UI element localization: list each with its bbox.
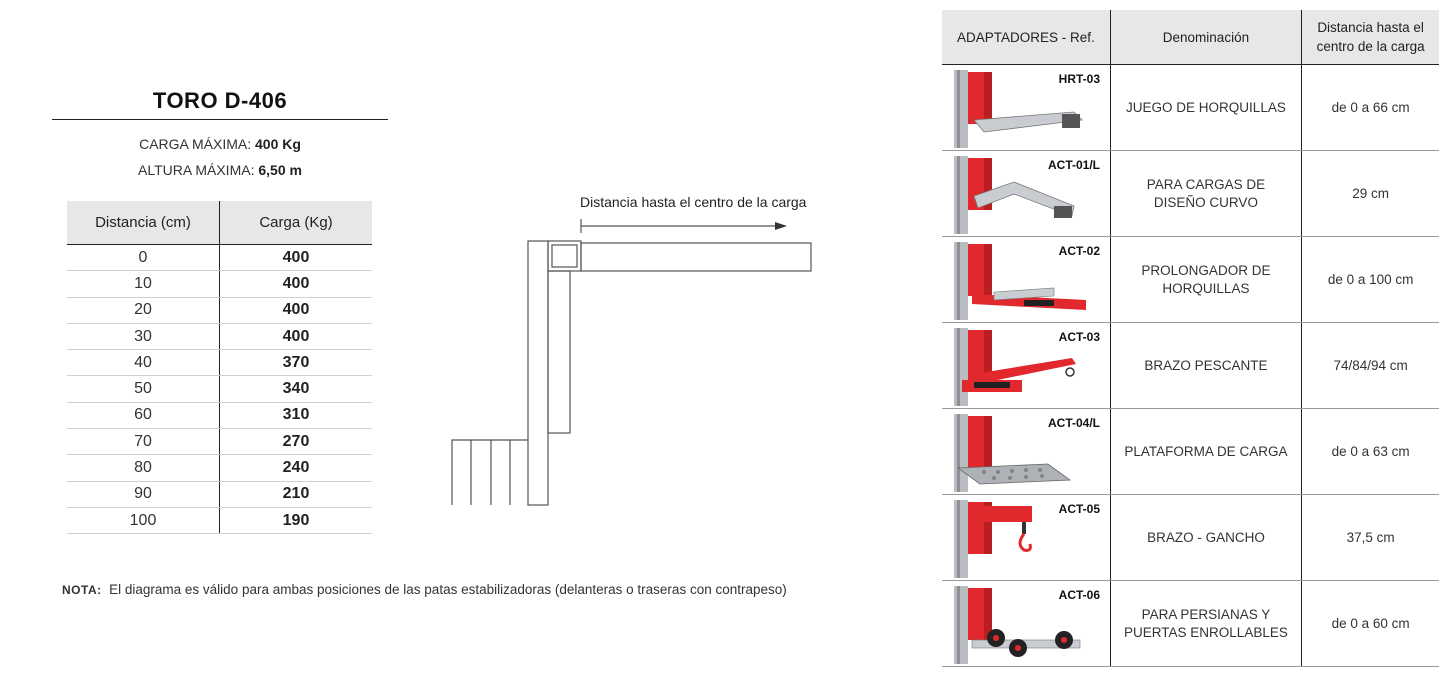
load-cell: 210 (220, 481, 373, 507)
adapters-name-header: Denominación (1110, 10, 1302, 65)
adapter-row (942, 409, 1439, 495)
adapter-name: BRAZO - GANCHO (1110, 495, 1302, 581)
load-cell: 370 (220, 350, 373, 376)
load-platform-icon (942, 410, 1108, 494)
adapter-distance: de 0 a 100 cm (1302, 237, 1439, 323)
max-height-line (52, 162, 388, 178)
adapter-name: PROLONGADOR DE HORQUILLAS (1110, 237, 1302, 323)
adapter-image-cell (942, 581, 1110, 667)
distance-cell: 10 (67, 271, 220, 297)
jib-arm-icon (942, 324, 1108, 408)
diagram-caption: Distancia hasta el centro de la carga (580, 194, 807, 210)
distance-cell: 60 (67, 402, 220, 428)
load-arm (581, 243, 811, 271)
adapter-ref: ACT-03 (1058, 329, 1100, 344)
adapters-ref-header: ADAPTADORES - Ref. (942, 10, 1110, 65)
load-cell: 310 (220, 402, 373, 428)
load-cell: 270 (220, 429, 373, 455)
adapter-row (942, 65, 1439, 151)
load-cell: 400 (220, 271, 373, 297)
adapter-row (942, 495, 1439, 581)
load-table-row (67, 271, 372, 297)
load-table (67, 201, 372, 534)
adapter-row (942, 581, 1439, 667)
adapters-distance-header: Distancia hasta el centro de la carga (1302, 10, 1439, 65)
adapter-distance: de 0 a 63 cm (1302, 409, 1439, 495)
distance-cell: 80 (67, 455, 220, 481)
load-table-row (67, 323, 372, 349)
distance-cell: 30 (67, 323, 220, 349)
adapter-image-cell (942, 495, 1110, 581)
load-table-row (67, 245, 372, 271)
adapter-distance: de 0 a 60 cm (1302, 581, 1439, 667)
distance-cell: 90 (67, 481, 220, 507)
load-cell: 340 (220, 376, 373, 402)
distance-cell: 100 (67, 507, 220, 533)
load-cell: 400 (220, 297, 373, 323)
adapter-distance: 37,5 cm (1302, 495, 1439, 581)
load-cell: 190 (220, 507, 373, 533)
adapters-header (942, 10, 1439, 65)
max-height-label: ALTURA MÁXIMA: (138, 162, 255, 178)
adapter-image-cell (942, 65, 1110, 151)
load-table-row (67, 297, 372, 323)
hook-arm-icon (942, 496, 1108, 580)
adapter-name: BRAZO PESCANTE (1110, 323, 1302, 409)
adapter-ref: ACT-05 (1058, 501, 1100, 516)
distance-cell: 0 (67, 245, 220, 271)
adapter-ref: HRT-03 (1058, 71, 1100, 86)
load-table-row (67, 429, 372, 455)
distance-cell: 40 (67, 350, 220, 376)
adapter-image-cell (942, 151, 1110, 237)
max-load-value: 400 Kg (255, 136, 301, 152)
curved-load-forks-icon (942, 152, 1108, 236)
adapter-ref: ACT-01/L (1047, 157, 1100, 172)
adapter-row (942, 323, 1439, 409)
adapter-name: PARA PERSIANAS Y PUERTAS ENROLLABLES (1110, 581, 1302, 667)
distance-header: Distancia (cm) (67, 201, 220, 245)
load-table-row (67, 481, 372, 507)
note-text: El diagrama es válido para ambas posiciones de las patas estabilizadoras (delanteras o traseras con contrapeso) (109, 582, 787, 597)
load-table-row (67, 455, 372, 481)
max-load-label: CARGA MÁXIMA: (139, 136, 252, 152)
lift-diagram (440, 185, 840, 515)
fork-extender-icon (942, 238, 1108, 322)
adapter-distance: 74/84/94 cm (1302, 323, 1439, 409)
adapter-image-cell (942, 237, 1110, 323)
distance-arrow-head (775, 222, 787, 230)
load-table-row (67, 402, 372, 428)
adapter-image-cell (942, 323, 1110, 409)
adapter-ref: ACT-04/L (1047, 415, 1100, 430)
note-label: NOTA: (62, 583, 102, 597)
product-title: TORO D-406 (152, 88, 288, 113)
adapter-name: JUEGO DE HORQUILLAS (1110, 65, 1302, 151)
distance-cell: 20 (67, 297, 220, 323)
mast-inner (548, 271, 570, 433)
carriage-head-inner (552, 245, 577, 267)
mast-outer (528, 241, 548, 505)
base-frame (452, 440, 528, 505)
title-divider (52, 119, 388, 120)
note (62, 582, 787, 597)
load-header: Carga (Kg) (220, 201, 373, 245)
adapter-ref: ACT-06 (1058, 587, 1100, 602)
load-cell: 400 (220, 245, 373, 271)
adapter-name: PLATAFORMA DE CARGA (1110, 409, 1302, 495)
roller-door-adapter-icon (942, 582, 1108, 666)
load-cell: 240 (220, 455, 373, 481)
adapter-distance: 29 cm (1302, 151, 1439, 237)
adapter-name: PARA CARGAS DE DISEÑO CURVO (1110, 151, 1302, 237)
max-height-value: 6,50 m (258, 162, 302, 178)
load-table-row (67, 376, 372, 402)
adapter-distance: de 0 a 66 cm (1302, 65, 1439, 151)
adapter-image-cell (942, 409, 1110, 495)
adapter-row (942, 151, 1439, 237)
fork-set-icon (942, 66, 1108, 150)
load-table-row (67, 350, 372, 376)
distance-cell: 50 (67, 376, 220, 402)
load-cell: 400 (220, 323, 373, 349)
adapter-row (942, 237, 1439, 323)
adapter-ref: ACT-02 (1058, 243, 1100, 258)
load-table-header (67, 201, 372, 245)
max-load-line (52, 136, 388, 152)
load-table-row (67, 507, 372, 533)
distance-cell: 70 (67, 429, 220, 455)
adapters-table (942, 10, 1439, 667)
